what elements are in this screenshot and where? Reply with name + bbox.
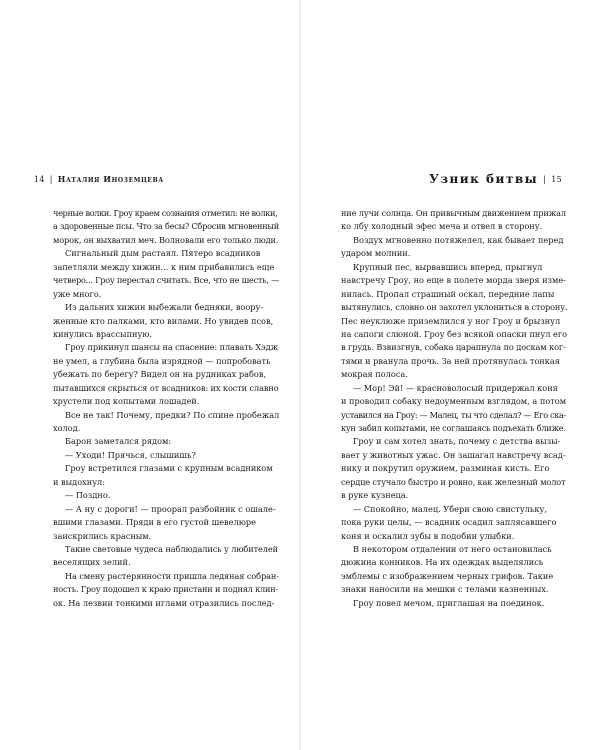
text-line: ок. На лезвии тонкими иглами отразились послед- <box>53 597 275 608</box>
text-line: заискрились красным. <box>53 530 152 541</box>
text-line: — А ну с дороги! — проорал разбойник с ошале- <box>65 503 276 514</box>
text-line: четверо... Гроу перестал считать. Все, что не шесть, — <box>53 275 279 286</box>
text-line: запетляли между хижин... к ним прибавились еще <box>53 261 275 272</box>
text-line: На смену растерянности пришла ледяная собран- <box>65 570 279 581</box>
text-line: ко лбу холодный эфес меча и отвел в сторону. <box>341 221 543 232</box>
right-page-number: 15 <box>551 175 562 184</box>
book-title: Узник битвы <box>429 172 539 186</box>
right-page <box>300 0 600 750</box>
text-line: а здоровенные псы. Что за бесы? Сбросив мгновенный <box>53 221 279 232</box>
text-line: знаки наносили на мешки с телами казненных. <box>341 584 549 595</box>
text-line: — Мор! Эй! — красноволосый придержал коня <box>353 382 558 393</box>
text-line: черные волки. Гроу краем сознания отметил: не волки, <box>53 208 278 218</box>
text-line: Воздух мгновенно потяжелел, как бывает перед <box>353 234 564 245</box>
text-line: Барон заметался рядом: <box>65 436 172 447</box>
text-line: женные кто палками, кто вилами. Но увидев псов, <box>53 315 274 326</box>
text-line: ние лучи солнца. Он привычным движением прижал <box>341 208 566 218</box>
text-line: Крупный пес, вырвавшись вперед, прыгнул <box>353 261 543 272</box>
text-line: убежать по берегу? Видел он на рудниках рабов, <box>53 369 267 380</box>
header-separator: | <box>49 175 53 184</box>
right-running-header <box>429 173 562 186</box>
text-line: тями и рванула прочь. За ней протянулась тонкая <box>341 355 560 366</box>
text-line: мокрая полоса. <box>341 369 408 380</box>
text-line: ударом молнии. <box>341 248 411 259</box>
text-line: Гроу и сам хотел знать, почему с детства вызы- <box>353 436 561 447</box>
text-line: Гроу встретился глазами с крупным всадником <box>65 463 273 474</box>
text-line: Из дальних хижин выбежали бедняки, воору- <box>65 302 264 313</box>
header-separator: | <box>543 175 547 184</box>
text-line: кинулись врассыпную. <box>53 328 153 339</box>
text-line: нику и покрутил оружием, разминая кисть. Его <box>341 463 550 474</box>
right-page-text <box>341 207 567 610</box>
text-line: и проводил собаку недоуменным взглядом, а потом <box>341 396 567 407</box>
text-line: В некотором отдалении от него остановилась <box>353 543 552 554</box>
text-line: уже много. <box>53 288 102 299</box>
text-line: не умел, а глубина была изрядной — попробовать <box>53 355 271 366</box>
text-line: Гроу повел мечом, приглашая на поединок. <box>353 597 545 608</box>
text-line: в руке кузнеца. <box>341 490 409 501</box>
left-page-number: 14 <box>34 175 45 184</box>
text-line: пока руки целы, — всадник осадил заплясавшего <box>341 517 557 528</box>
text-line: и выдохнул: <box>53 476 106 487</box>
text-line: ность. Гроу подошел к краю пристани и поднял клин- <box>53 584 279 595</box>
text-line: в грудь. Взвизгнув, собака царапнула по доскам ког- <box>341 342 566 353</box>
text-line: — Уходи! Прячься, слышишь? <box>65 449 196 460</box>
text-line: холод. <box>53 423 81 433</box>
text-line: хрустели под копытами лошадей. <box>53 396 200 407</box>
text-line: Гроу прикинул шансы на спасение: плавать Хэдж <box>65 342 278 353</box>
text-line: пытавшихся скрыться от всадников: их кости славно <box>53 382 279 393</box>
text-line: морок, он выхватил меч. Волновали его только люди. <box>53 234 279 245</box>
text-line: коня и оскалил зубы в подобии улыбки. <box>341 530 515 541</box>
text-line: уставился на Гроу: — Малец, ты что сделал? — Его ска- <box>341 409 566 420</box>
text-line: Все не так! Почему, предки? По спине пробежал <box>65 409 279 420</box>
text-line: — Спокойно, малец. Убери свою свистульку, <box>353 503 547 514</box>
text-line: — Поздно. <box>65 490 111 501</box>
text-line: Пес неуклюже приземлился у ног Гроу и брызнул <box>341 315 561 326</box>
text-line: сердце стучало быстро и ровно, как железный молот <box>341 476 566 487</box>
text-line: на сапоги слюной. Гроу без всякой опаски пнул его <box>341 328 567 339</box>
text-line: Сигнальный дым растаял. Пятеро всадников <box>65 248 261 259</box>
text-line: дюжина конников. На их одеждах выделялись <box>341 557 544 568</box>
text-line: вает у животных ужас. Он зашагал навстречу всад- <box>341 449 566 460</box>
left-running-header <box>34 173 164 186</box>
text-line: вытянулись, словно он захотел уклониться в сторону. <box>341 302 567 313</box>
left-page-text <box>53 207 279 610</box>
text-line: вшими глазами. Пряди в его густой шевелюре <box>53 517 256 528</box>
text-line: навстречу Гроу, но еще в полете морда зверя изме- <box>341 275 567 286</box>
text-line: эмблемы с изображением черных грифов. Такие <box>341 570 554 581</box>
text-line: кун забил копытами, не соглашаясь подъехать ближе. <box>341 423 566 433</box>
text-line: Такие световые чудеса наблюдались у любителей <box>65 543 278 554</box>
text-line: нилась. Пропал страшный оскал, передние лапы <box>341 288 555 299</box>
author-name: Наталия Иноземцева <box>57 174 164 184</box>
text-line: веселящих зелий. <box>53 557 131 568</box>
